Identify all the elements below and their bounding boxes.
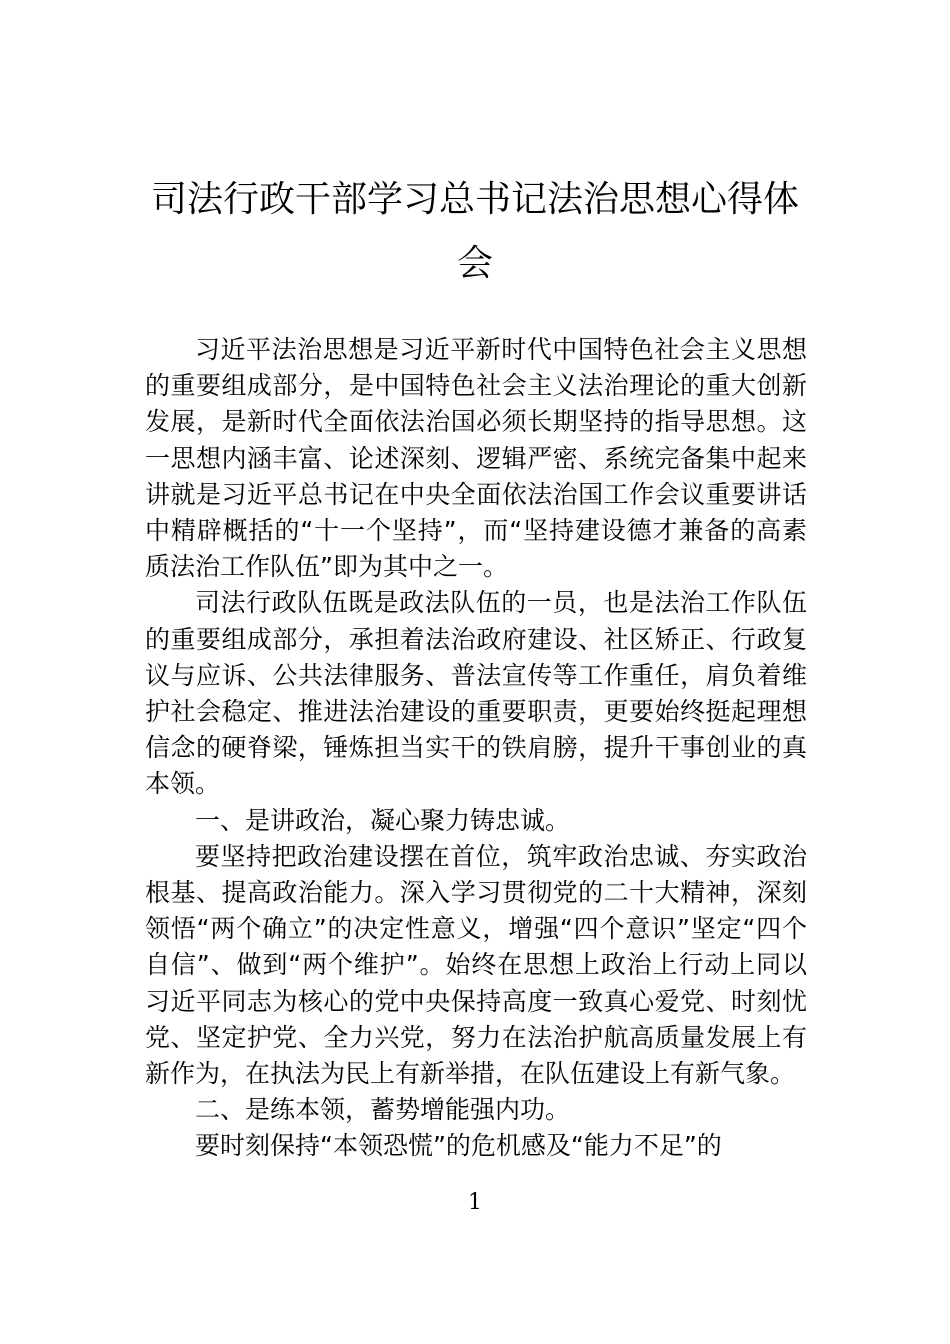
section-heading-2: 二、是练本领，蓄势增能强内功。: [195, 1095, 571, 1125]
paragraph-skills: 要时刻保持“本领恐慌”的危机感及“能力不足”的: [195, 1131, 722, 1161]
paragraph-intro: 习近平法治思想是习近平新时代中国特色社会主义思想的重要组成部分，是中国特色社会主义法治理论的重大创新发展，是新时代全面依法治国必须长期坚持的指导思想。这一思想内涵丰富、论述深刻、逻辑严密、系统完备集中起来讲就是习近平总书记在中央全面依法治国工作会议重要讲话中精辟概括的“十一个坚持”，而“坚持建设德才兼备的高素质法治工作队伍”即为其中之一。: [145, 335, 807, 582]
section-heading-1: 一、是讲政治，凝心聚力铸忠诚。: [195, 805, 571, 835]
paragraph-politics: 要坚持把政治建设摆在首位，筑牢政治忠诚、夯实政治根基、提高政治能力。深入学习贯彻党的二十大精神，深刻领悟“两个确立”的决定性意义，增强“四个意识”坚定“四个自信”、做到“两个维护”。始终在思想上政治上行动上同以习近平同志为核心的党中央保持高度一致真心爱党、时刻忧党、坚定护党、全力兴党，努力在法治护航高质量发展上有新作为，在执法为民上有新举措，在队伍建设上有新气象。: [145, 841, 807, 1089]
document-title: 司法行政干部学习总书记法治思想心得体会: [150, 179, 799, 284]
document-body: [145, 332, 807, 1165]
paragraph-team: 司法行政队伍既是政法队伍的一员，也是法治工作队伍的重要组成部分，承担着法治政府建设、社区矫正、行政复议与应诉、公共法律服务、普法宣传等工作重任，肩负着维护社会稳定、推进法治建设的重要职责，更要始终挺起理想信念的硬脊梁，锤炼担当实干的铁肩膀，提升干事创业的真本领。: [145, 588, 807, 799]
page-number: 1: [468, 1190, 482, 1215]
